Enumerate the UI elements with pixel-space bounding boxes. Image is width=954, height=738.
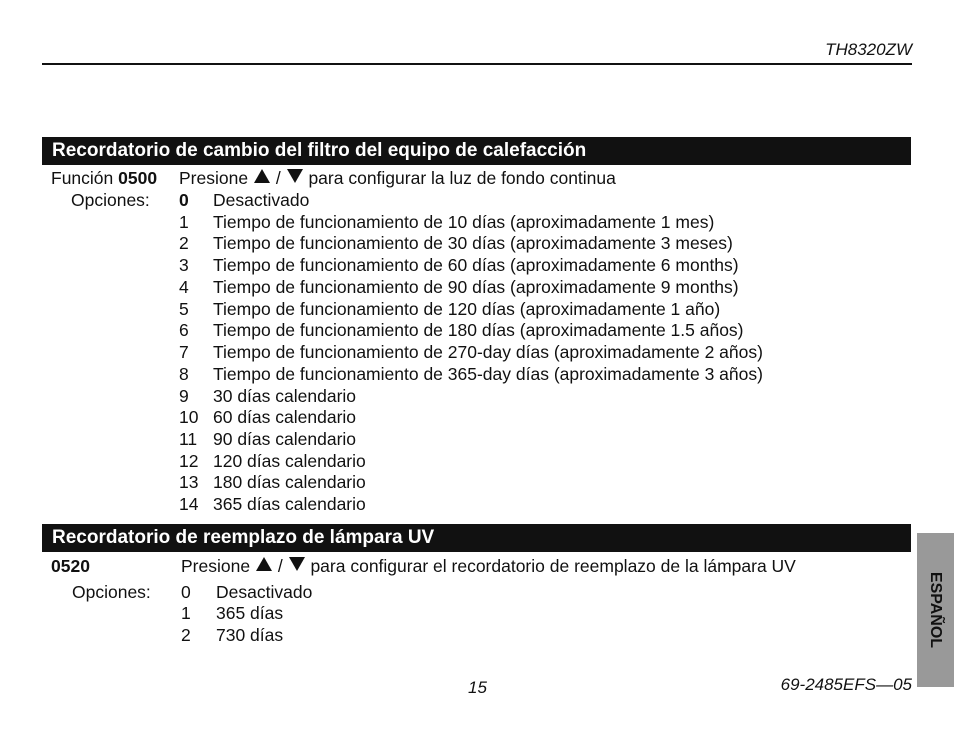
instruction-sep: /	[277, 556, 283, 576]
option-item	[181, 603, 283, 625]
option-text: 730 días	[216, 625, 284, 645]
option-item	[179, 494, 366, 516]
function-label	[51, 168, 157, 190]
options-label: Opciones:	[71, 190, 150, 210]
instruction-post: para configurar el recordatorio de reemplazo de la lámpara UV	[310, 556, 796, 576]
instruction-post: para configurar la luz de fondo continua	[308, 168, 616, 188]
option-text: 60 días calendario	[213, 407, 357, 427]
option-num: 1	[181, 603, 191, 623]
options-label-uv: Opciones:	[72, 582, 151, 602]
option-item	[179, 190, 309, 212]
option-text: Tiempo de funcionamiento de 365-day días (aproximadamente 3 años)	[213, 364, 763, 384]
option-item	[179, 233, 733, 255]
header-rule	[42, 63, 912, 65]
option-item	[179, 320, 744, 342]
function-code-uv: 0520	[51, 556, 90, 576]
option-num: 11	[179, 429, 198, 449]
option-num: 0	[179, 190, 189, 210]
option-num: 2	[181, 625, 191, 645]
option-text: Tiempo de funcionamiento de 60 días (aproximadamente 6 months)	[213, 255, 739, 275]
option-text: Desactivado	[213, 190, 310, 210]
option-num: 14	[179, 494, 199, 514]
option-text: 30 días calendario	[213, 386, 357, 406]
option-item	[179, 212, 714, 234]
option-num: 3	[179, 255, 189, 275]
instruction-line-uv	[181, 556, 796, 578]
triangle-up-icon	[254, 169, 270, 183]
option-item	[179, 472, 366, 494]
triangle-down-icon	[287, 169, 303, 183]
triangle-down-icon	[289, 557, 305, 571]
option-text: 120 días calendario	[213, 451, 366, 471]
instruction-pre: Presione	[181, 556, 251, 576]
option-text: 90 días calendario	[213, 429, 357, 449]
page-number: 15	[468, 678, 487, 697]
option-item	[179, 255, 739, 277]
option-text: Tiempo de funcionamiento de 30 días (aproximadamente 3 meses)	[213, 233, 733, 253]
option-text: Desactivado	[216, 582, 313, 602]
option-item	[179, 407, 356, 429]
option-item	[179, 277, 739, 299]
model-number: TH8320ZW	[825, 40, 912, 59]
instruction-sep: /	[275, 168, 281, 188]
option-num: 10	[179, 407, 199, 427]
option-num: 13	[179, 472, 199, 492]
option-text: Tiempo de funcionamiento de 120 días (aproximadamente 1 año)	[213, 299, 721, 319]
option-num: 8	[179, 364, 189, 384]
option-item	[179, 342, 763, 364]
option-text: 365 días calendario	[213, 494, 366, 514]
option-text: 365 días	[216, 603, 284, 623]
option-num: 6	[179, 320, 189, 340]
option-item	[181, 625, 283, 647]
option-text: Tiempo de funcionamiento de 10 días (aproximadamente 1 mes)	[213, 212, 715, 232]
option-num: 9	[179, 386, 189, 406]
option-text: Tiempo de funcionamiento de 90 días (aproximadamente 9 months)	[213, 277, 739, 297]
instruction-pre: Presione	[179, 168, 249, 188]
option-item	[179, 386, 356, 408]
option-num: 5	[179, 299, 189, 319]
language-tab	[917, 533, 954, 687]
instruction-line	[179, 168, 616, 190]
option-num: 2	[179, 233, 189, 253]
option-text: Tiempo de funcionamiento de 270-day días (aproximadamente 2 años)	[213, 342, 763, 362]
function-prefix: Función	[51, 168, 114, 188]
option-item	[179, 429, 356, 451]
language-tab-label: ESPAÑOL	[927, 571, 945, 649]
option-num: 4	[179, 277, 189, 297]
option-item	[179, 364, 763, 386]
option-num: 12	[179, 451, 199, 471]
section-heading-filter: Recordatorio de cambio del filtro del equipo de calefacción	[42, 137, 911, 165]
option-item	[181, 582, 312, 604]
section-heading-uv-lamp: Recordatorio de reemplazo de lámpara UV	[42, 524, 911, 552]
option-text: Tiempo de funcionamiento de 180 días (aproximadamente 1.5 años)	[213, 320, 744, 340]
option-item	[179, 451, 366, 473]
document-code: 69-2485EFS—05	[780, 675, 912, 694]
triangle-up-icon	[256, 557, 272, 571]
option-num: 1	[179, 212, 189, 232]
option-num: 7	[179, 342, 189, 362]
option-num: 0	[181, 582, 191, 602]
option-item	[179, 299, 720, 321]
function-code: 0500	[118, 168, 158, 188]
option-text: 180 días calendario	[213, 472, 366, 492]
